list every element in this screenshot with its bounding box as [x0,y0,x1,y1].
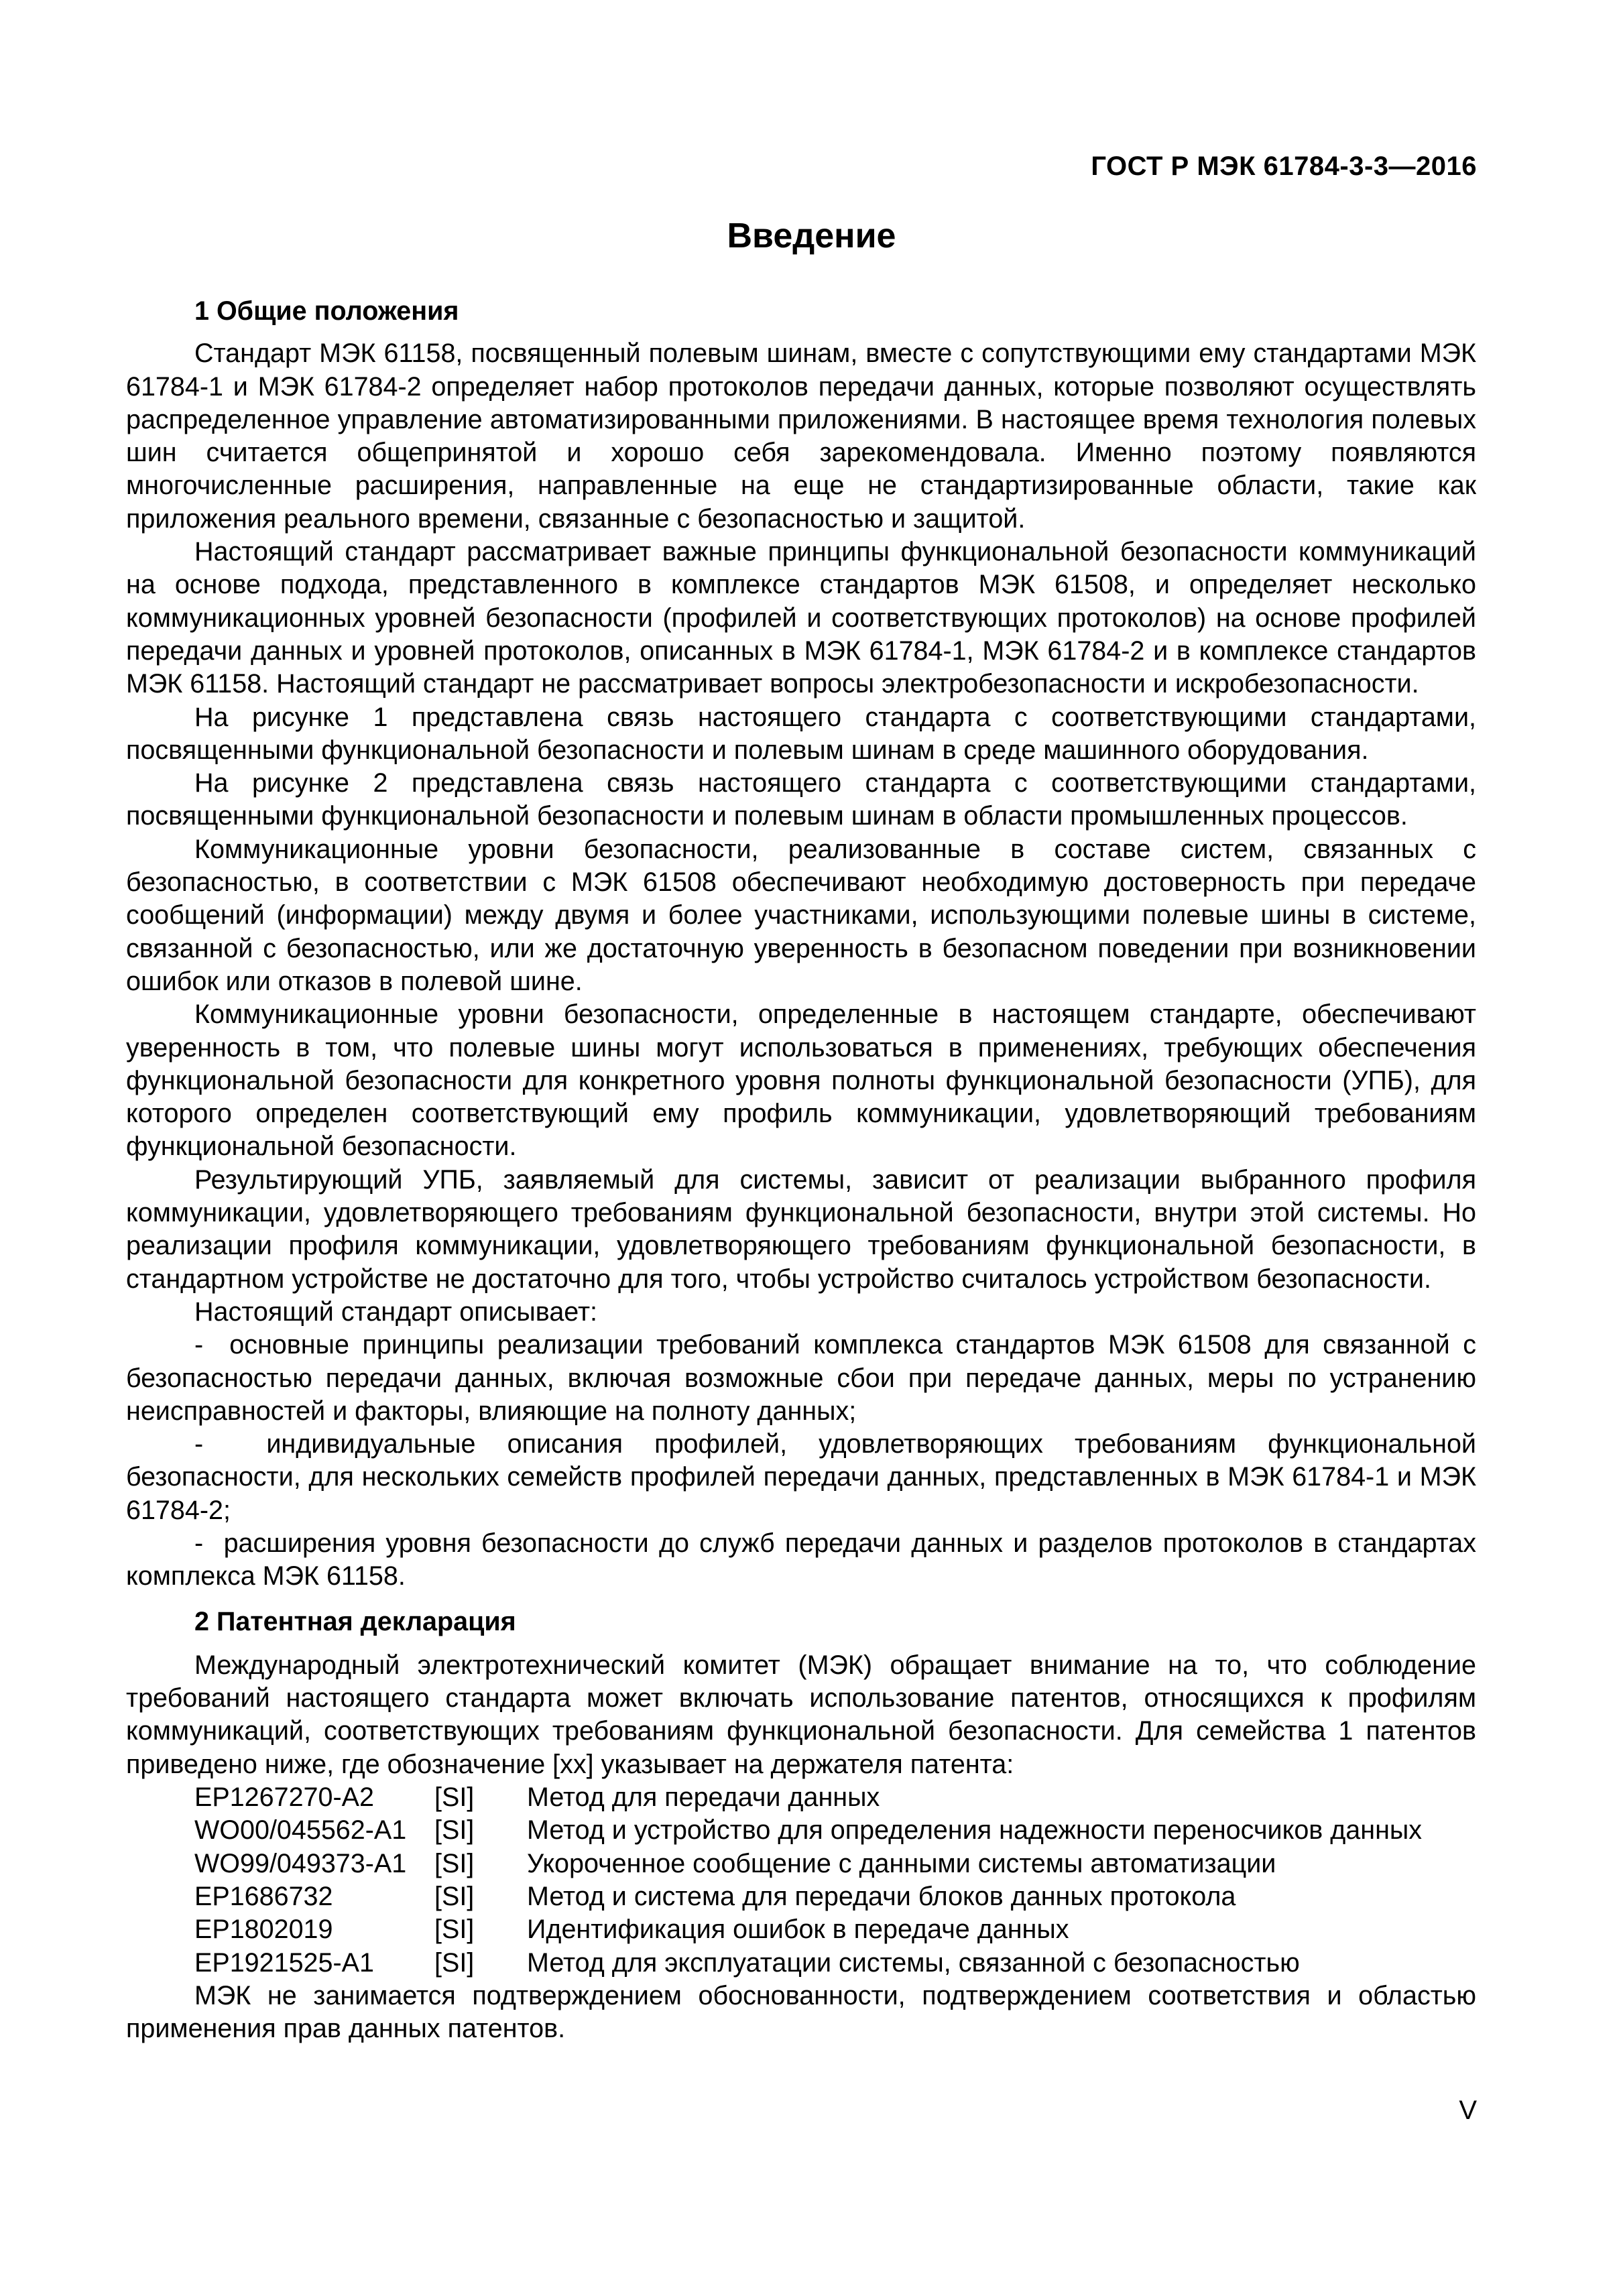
paragraph: МЭК не занимается подтверждением обоснованности, подтверждением соответствия и областью применения прав данных патентов. [126,1980,1476,2044]
list-item: - основные принципы реализации требований комплекса стандартов МЭК 61508 для связанной с безопасностью передачи данных, включая возможные сбои при передаче данных, меры по устранению неисправностей и факторы, влияющие на полноту данных; [126,1330,1476,1426]
patent-number: WO00/045562-A1 [194,1815,407,1846]
patent-number: EP1802019 [194,1915,333,1945]
table-row [194,1947,1422,1980]
patent-title: Метод и система для передачи блоков данных протокола [527,1881,1236,1911]
patent-holder: [SI] [434,1848,475,1878]
list-item-text: индивидуальные описания профилей, удовлетворяющих требованиям функциональной безопасности, для нескольких семейств профилей передачи данных, представленных в МЭК 61784-1 и МЭК 61784-2; [126,1429,1476,1525]
page-number: V [1459,2096,1477,2125]
paragraph: Стандарт МЭК 61158, посвященный полевым шинам, вместе с сопутствующими ему стандартами МЭК 61784-1 и МЭК 61784-2 определяет набор протоколов передачи данных, которые позволяют осуществлять распределенное управление автоматизированными приложениями. В настоящее время технология полевых шин считается общепринятой и хорошо себя зарекомендовала. Именно поэтому появляются многочисленные расширения, направленные на еще не стандартизированные области, такие как приложения реального времени, связанные с безопасностью и защитой. [126,339,1476,534]
patent-holder: [SI] [434,1815,475,1846]
document-body [126,295,1476,2045]
document-id: ГОСТ Р МЭК 61784-3-3—2016 [1091,152,1477,181]
patent-title: Идентификация ошибок в передаче данных [527,1915,1069,1945]
patent-title: Метод для передачи данных [527,1783,880,1813]
list-item-text: основные принципы реализации требований комплекса стандартов МЭК 61508 для связанной с безопасностью передачи данных, включая возможные сбои при передаче данных, меры по устранению неисправностей и факторы, влияющие на полноту данных; [126,1330,1476,1426]
patent-holder: [SI] [434,1783,475,1813]
patent-holder: [SI] [434,1915,475,1945]
table-row [194,1781,1422,1814]
patent-title: Метод для эксплуатации системы, связанной с безопасностью [527,1947,1300,1978]
patent-number: EP1267270-A2 [194,1783,374,1813]
table-row [194,1880,1422,1913]
table-row [194,1848,1422,1880]
paragraph: На рисунке 1 представлена связь настоящего стандарта с соответствующими стандартами, посвященными функциональной безопасности и полевым шинам в среде машинного оборудования. [126,702,1476,765]
paragraph: Коммуникационные уровни безопасности, определенные в настоящем стандарте, обеспечивают уверенность в том, что полевые шины могут использоваться в применениях, требующих обеспечения функциональной безопасности для конкретного уровня полноты функциональной безопасности (УПБ), для которого определен соответствующий ему профиль коммуникации, удовлетворяющий требованиям функциональной безопасности. [126,1000,1476,1162]
section-heading-patent: 2 Патентная декларация [194,1606,516,1636]
patent-number: EP1921525-A1 [194,1947,374,1978]
list-item: - расширения уровня безопасности до служб передачи данных и разделов протоколов в стандартах комплекса МЭК 61158. [126,1528,1476,1591]
patent-title: Укороченное сообщение с данными системы автоматизации [527,1848,1276,1878]
patent-holder: [SI] [434,1881,475,1911]
table-row [194,1913,1422,1946]
patent-number: EP1686732 [194,1881,333,1911]
paragraph: Настоящий стандарт описывает: [194,1296,598,1327]
patent-holder: [SI] [434,1947,475,1978]
patent-number: WO99/049373-A1 [194,1848,407,1878]
table-row [194,1814,1422,1847]
section-heading-general: 1 Общие положения [194,296,459,326]
paragraph: На рисунке 2 представлена связь настоящего стандарта с соответствующими стандартами, посвященными функциональной безопасности и полевым шинам в области промышленных процессов. [126,768,1476,831]
paragraph: Результирующий УПБ, заявляемый для системы, зависит от реализации выбранного профиля коммуникации, удовлетворяющего требованиям функциональной безопасности, внутри этой системы. Но реализации профиля коммуникации, удовлетворяющего требованиям функциональной безопасности, в стандартном устройстве не достаточно для того, чтобы устройство считалось устройством безопасности. [126,1164,1476,1294]
list-item: - индивидуальные описания профилей, удовлетворяющих требованиям функциональной безопасности, для нескольких семейств профилей передачи данных, представленных в МЭК 61784-1 и МЭК 61784-2; [126,1429,1476,1525]
patent-table [194,1781,1422,1980]
page-title: Введение [727,217,896,255]
list-item-text: расширения уровня безопасности до служб передачи данных и разделов протоколов в стандартах комплекса МЭК 61158. [126,1528,1476,1591]
paragraph: Настоящий стандарт рассматривает важные принципы функциональной безопасности коммуникаций на основе подхода, представленного в комплексе стандартов МЭК 61508, и определяет несколько коммуникационных уровней безопасности (профилей и соответствующих протоколов) на основе профилей передачи данных и уровней протоколов, описанных в МЭК 61784-1, МЭК 61784-2 и в комплексе стандартов МЭК 61158. Настоящий стандарт не рассматривает вопросы электробезопасности и искробезопасности. [126,537,1476,699]
paragraph: Международный электротехнический комитет (МЭК) обращает внимание на то, что соблюдение требований настоящего стандарта может включать использование патентов, относящихся к профилям коммуникаций, соответствующих требованиям функциональной безопасности. Для семейства 1 патентов приведено ниже, где обозначение [xx] указывает на держателя патента: [126,1650,1476,1779]
patent-title: Метод и устройство для определения надежности переносчиков данных [527,1815,1423,1846]
paragraph: Коммуникационные уровни безопасности, реализованные в составе систем, связанных с безопасностью, в соответствии с МЭК 61508 обеспечивают необходимую достоверность при передаче сообщений (информации) между двумя и более участниками, использующими полевые шины в системе, связанной с безопасностью, или же достаточную уверенность в безопасном поведении при возникновении ошибок или отказов в полевой шине. [126,834,1476,996]
